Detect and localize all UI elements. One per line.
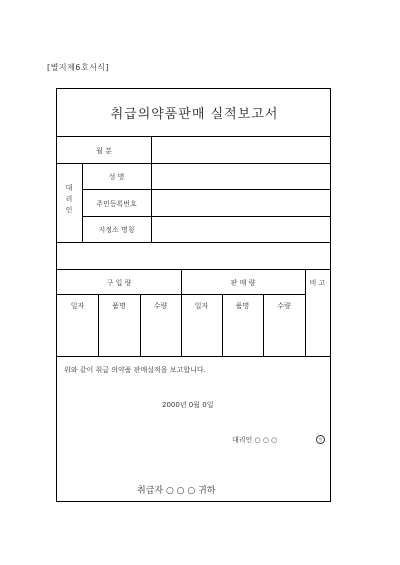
name-label: 성 명 bbox=[108, 173, 125, 181]
divider bbox=[82, 216, 330, 217]
form-title: 취급의약품판매 실적보고서 bbox=[110, 107, 279, 122]
sales-header: 판 매 량 bbox=[230, 279, 256, 287]
divider bbox=[57, 269, 330, 270]
seal-stamp: 인 bbox=[316, 435, 325, 444]
sales-col-qty: 수량 bbox=[277, 302, 291, 310]
report-date: 2000년 0월 0일 bbox=[162, 401, 214, 409]
resident-number-label: 주민등록번호 bbox=[96, 200, 137, 208]
purchase-header: 구 입 량 bbox=[106, 279, 132, 287]
purchase-col-item: 품명 bbox=[112, 302, 126, 310]
report-statement: 위와 같이 취급 의약품 판매실적을 보고합니다. bbox=[64, 366, 206, 374]
remarks-header: 비 고 bbox=[309, 279, 326, 287]
form-number-label: [별지제6호서식] bbox=[47, 63, 110, 72]
agent-label-char: 리 bbox=[65, 195, 73, 203]
agent-signature: 대리인 ○ ○ ○ bbox=[232, 436, 278, 444]
month-label: 월 분 bbox=[96, 147, 112, 155]
purchase-col-qty: 수량 bbox=[153, 302, 168, 310]
store-name-label: 지정소 명칭 bbox=[98, 226, 135, 234]
report-form bbox=[56, 88, 331, 502]
divider bbox=[57, 136, 330, 137]
agent-label-char: 인 bbox=[65, 206, 73, 214]
divider bbox=[151, 136, 152, 242]
purchase-col-date: 일자 bbox=[70, 302, 85, 310]
divider bbox=[57, 356, 330, 357]
divider bbox=[57, 242, 330, 243]
divider bbox=[57, 163, 330, 164]
divider bbox=[82, 189, 330, 190]
agent-label-char: 대 bbox=[65, 184, 73, 192]
recipient-line: 취급자 ○ ○ ○ 귀하 bbox=[137, 486, 216, 496]
sales-col-date: 일자 bbox=[194, 302, 209, 310]
sales-col-item: 품명 bbox=[235, 302, 250, 310]
